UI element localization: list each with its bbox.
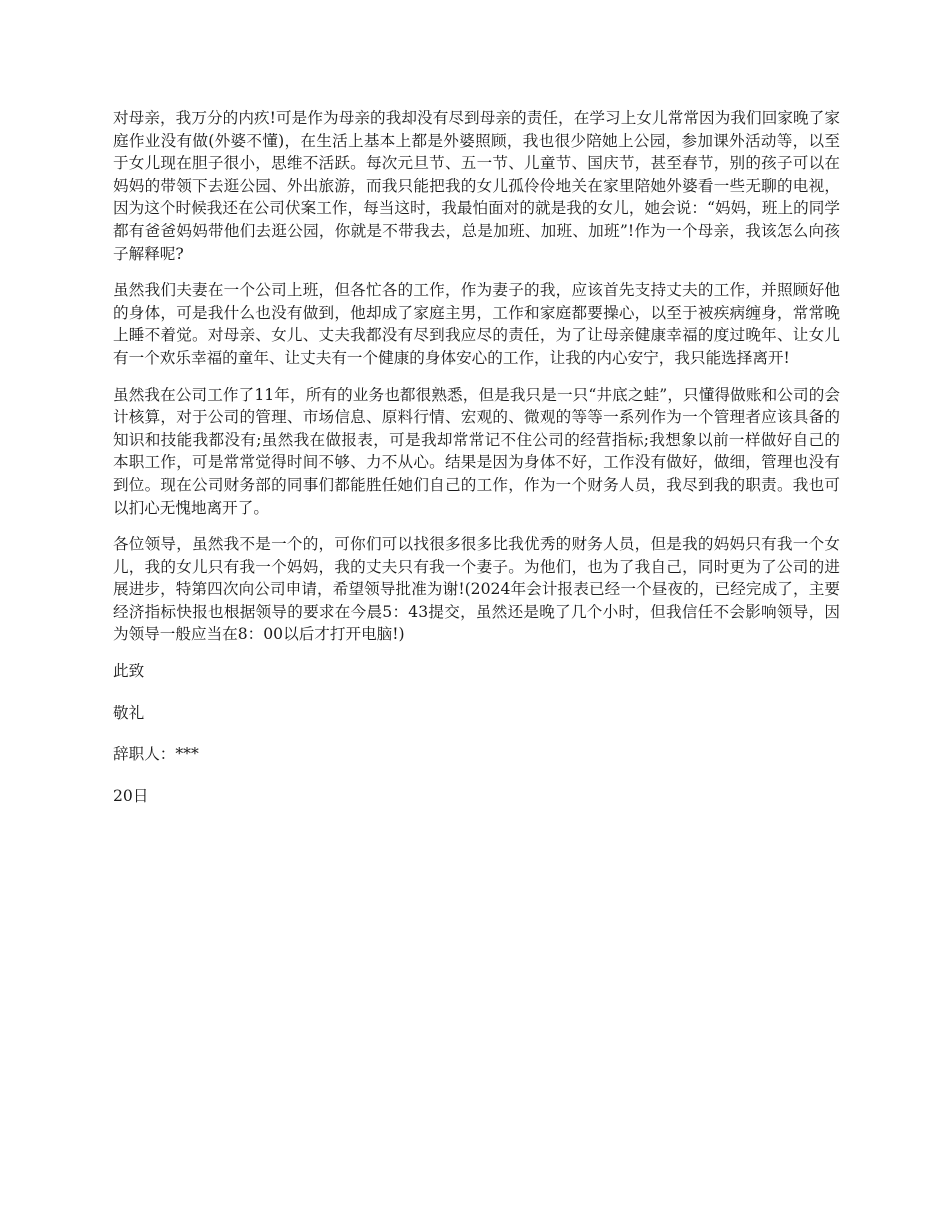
paragraph-mother: 对母亲，我万分的内疚!可是作为母亲的我却没有尽到母亲的责任，在学习上女儿常常因为我们回家晚了家庭作业没有做(外婆不懂)，在生活上基本上都是外婆照顾，我也很少陪她上公园，参加课外活动等，以至于女儿现在胆子很小，思维不活跃。每次元旦节、五一节、儿童节、国庆节，甚至春节，别的孩子可以在妈妈的带领下去逛公园、外出旅游，而我只能把我的女儿孤伶伶地关在家里陪她外婆看一些无聊的电视，因为这个时候我还在公司伏案工作，每当这时，我最怕面对的就是我的女儿，她会说：“妈妈，班上的同学都有爸爸妈妈带他们去逛公园，你就是不带我去，总是加班、加班、加班”!作为一个母亲，我该怎么向孩子解释呢? [113, 109, 840, 263]
paragraph-work: 虽然我在公司工作了11年，所有的业务也都很熟悉，但是我只是一只“井底之蛙”，只懂得做账和公司的会计核算，对于公司的管理、市场信息、原料行情、宏观的、微观的等等一系列作为一个管理者应该具备的知识和技能我都没有;虽然我在做报表，可是我却常常记不住公司的经营指标;我想象以前一样做好自己的本职工作，可是常常觉得时间不够、力不从心。结果是因为身体不好，工作没有做好，做细，管理也没有到位。现在公司财务部的同事们都能胜任她们自己的工作，作为一个财务人员，我尽到我的职责。我也可以扪心无愧地离开了。 [113, 385, 840, 517]
paragraph-husband: 虽然我们夫妻在一个公司上班，但各忙各的工作，作为妻子的我，应该首先支持丈夫的工作，并照顾好他的身体，可是我什么也没有做到，他却成了家庭主男，工作和家庭都要操心，以至于被疾病缠身，常常晚上睡不着觉。对母亲、女儿、丈夫我都没有尽到我应尽的责任，为了让母亲健康幸福的度过晚年、让女儿有一个欢乐幸福的童年、让丈夫有一个健康的身体安心的工作，让我的内心安宁，我只能选择离开! [113, 281, 840, 367]
closing-salutation: 此致 [113, 662, 145, 681]
document-body [113, 107, 840, 826]
date-line: 20日 [113, 786, 149, 805]
paragraph-request: 各位领导，虽然我不是一个的，可你们可以找很多很多比我优秀的财务人员，但是我的妈妈只有我一个女儿，我的女儿只有我一个妈妈，我的丈夫只有我一个妻子。为他们，也为了我自己，同时更为了公司的进展进步，特第四次向公司申请，希望领导批准为谢!(2024年会计报表已经一个昼夜的，已经完成了，主要经济指标快报也根据领导的要求在今晨5：43提交，虽然还是晚了几个小时，但我信任不会影响领导，因为领导一般应当在8：00以后才打开电脑!) [113, 535, 840, 644]
closing-regards: 敬礼 [113, 703, 145, 722]
signature-line: 辞职人：*** [113, 745, 199, 764]
